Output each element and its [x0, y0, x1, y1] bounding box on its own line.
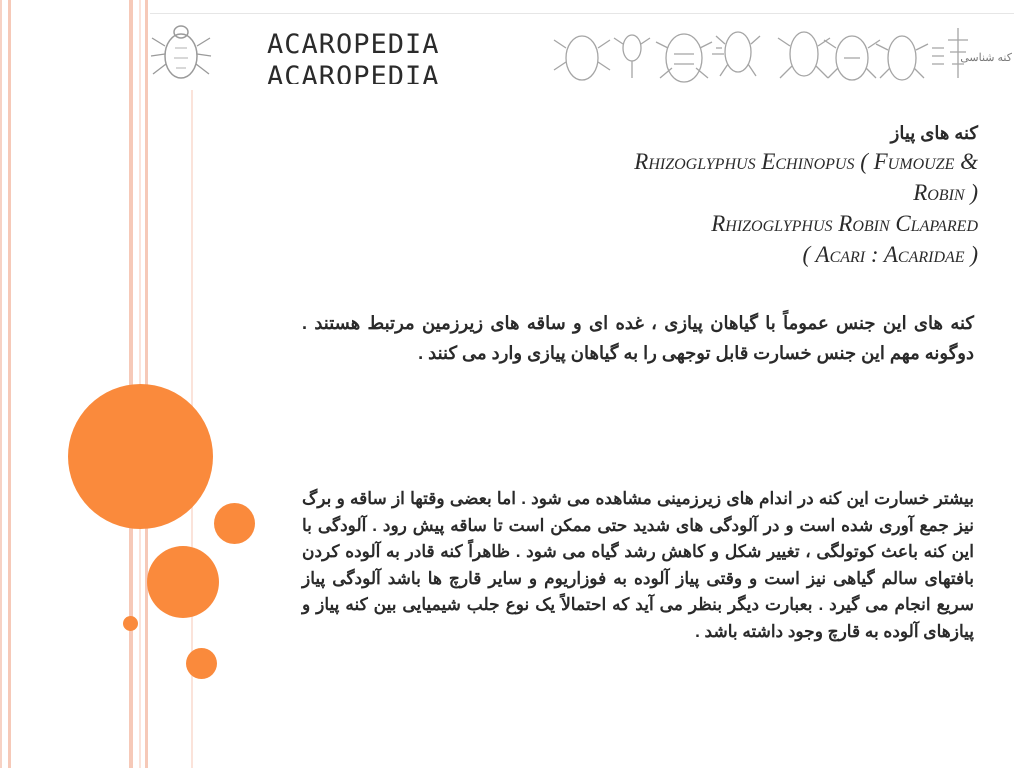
title-block — [418, 120, 978, 270]
logo-line-2: ACAROPEDIA — [267, 62, 440, 84]
left-stripe-1 — [0, 0, 2, 768]
persian-title: کنه های پیاز — [890, 123, 978, 143]
decorative-circle-tiny — [123, 616, 138, 631]
header-rule — [150, 13, 1014, 14]
mite-strip-icon — [552, 18, 992, 88]
latin-title-line-2: Robin ) — [913, 180, 978, 205]
latin-title-line-4: ( Acari : Acaridae ) — [802, 242, 978, 267]
mite-illustrations-strip — [552, 18, 992, 93]
mite-icon — [150, 18, 212, 88]
left-stripe-2 — [8, 0, 11, 768]
latin-title-line-1: Rhizoglyphus Echinopus ( Fumouze & — [634, 149, 978, 174]
mite-illustration-left — [150, 18, 212, 88]
decorative-circle-medium — [147, 546, 219, 618]
decorative-circle-small-1 — [214, 503, 255, 544]
paragraph-intro: کنه های این جنس عموماً با گیاهان پیازی ، غده ای و ساقه های زیرزمین مرتبط هستند . دوگونه مهم این جنس خسارت قابل توجهی را به گیاهان پیازی وارد می کنند . — [302, 313, 974, 363]
paragraph-damage: بیشتر خسارت این کنه در اندام های زیرزمینی مشاهده می شود . اما بعضی وقتها از ساقه و برگ نیز جمع آوری شده است و در آلودگی های شدید حتی ممکن است تا ساقه پیش رود . آلودگی با این کنه باعث کوتولگی ، تغییر شکل و کاهش رشد گیاه می شود . ظاهراً کنه قادر به آلوده کردن بافتهای سالم گیاهی نیز است و وقتی پیاز آلوده به فوزاریوم و سایر قارچ ها باشد آلودگی پیاز سریع انجام می گیرد . بعبارت دیگر بنظر می آید که احتمالاً یک نوع جلب شیمیایی بین کنه پیاز و پیازهای آلوده به قارچ وجود داشته باشد . — [302, 489, 974, 641]
decorative-circle-small-2 — [186, 648, 217, 679]
latin-title-line-3: Rhizoglyphus Robin Clapared — [711, 211, 978, 236]
logo-line-1: ACAROPEDIA — [267, 29, 440, 60]
decorative-circle-large — [68, 384, 213, 529]
corner-label: کنه شناسی — [960, 52, 1012, 64]
